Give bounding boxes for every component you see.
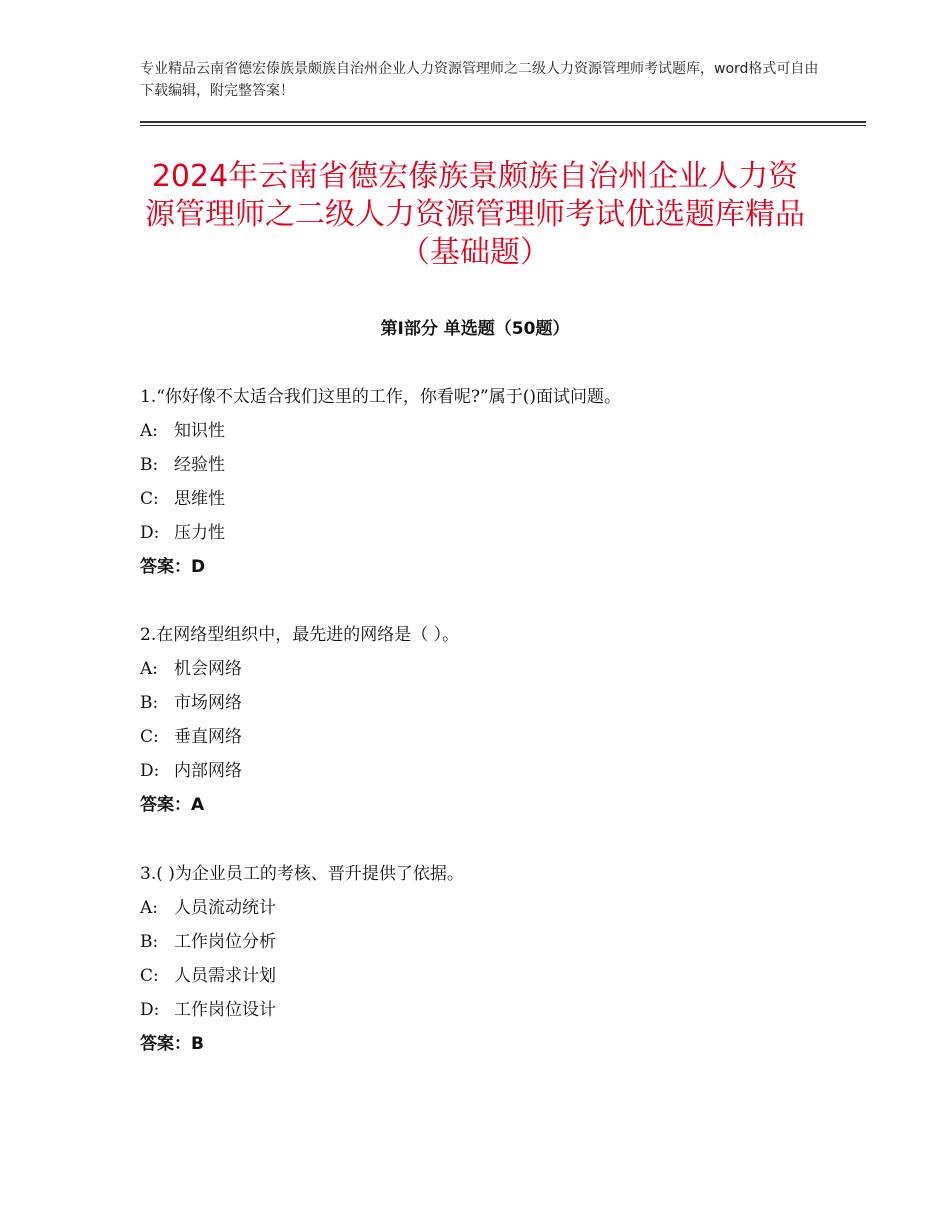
option-letter: D: <box>140 523 160 543</box>
option-text: 人员需求计划 <box>174 966 276 986</box>
answer-label: 答案：A <box>140 795 205 815</box>
option-letter: C: <box>140 489 159 509</box>
option-text: 经验性 <box>174 455 225 475</box>
question-stem: 3.( )为企业员工的考核、晋升提供了依据。 <box>140 864 464 884</box>
option-c <box>140 720 840 754</box>
option-c <box>140 482 840 516</box>
option-b <box>140 686 840 720</box>
option-b <box>140 925 840 959</box>
question-3 <box>140 857 840 1061</box>
option-letter: C: <box>140 966 159 986</box>
option-text: 垂直网络 <box>174 727 242 747</box>
option-text: 压力性 <box>174 523 225 543</box>
option-text: 工作岗位分析 <box>174 932 276 952</box>
option-text: 内部网络 <box>174 761 242 781</box>
option-letter: A: <box>140 898 159 918</box>
question-stem: 1.“你好像不太适合我们这里的工作，你看呢?”属于()面试问题。 <box>140 387 621 407</box>
option-d <box>140 754 840 788</box>
option-letter: D: <box>140 1000 160 1020</box>
option-text: 市场网络 <box>174 693 242 713</box>
option-d <box>140 516 840 550</box>
header-divider <box>140 121 866 127</box>
option-letter: B: <box>140 455 159 475</box>
document-title: 2024年云南省德宏傣族景颇族自治州企业人力资源管理师之二级人力资源管理师考试优选题库精品（基础题） <box>145 159 805 270</box>
option-letter: A: <box>140 421 159 441</box>
option-a <box>140 414 840 448</box>
question-stem: 2.在网络型组织中，最先进的网络是（ ）。 <box>140 625 460 645</box>
option-a <box>140 652 840 686</box>
header-divider-thick <box>140 121 866 123</box>
option-text: 工作岗位设计 <box>174 1000 276 1020</box>
option-text: 机会网络 <box>174 659 242 679</box>
option-b <box>140 448 840 482</box>
option-text: 人员流动统计 <box>174 898 276 918</box>
option-a <box>140 891 840 925</box>
answer-label: 答案：B <box>140 1034 204 1054</box>
question-2 <box>140 618 840 822</box>
answer-label: 答案：D <box>140 557 206 577</box>
option-letter: C: <box>140 727 159 747</box>
option-letter: B: <box>140 932 159 952</box>
option-c <box>140 959 840 993</box>
header-divider-thin <box>140 125 866 126</box>
option-letter: D: <box>140 761 160 781</box>
question-1 <box>140 380 840 584</box>
option-letter: A: <box>140 659 159 679</box>
section-title: 第Ⅰ部分 单选题（50题） <box>380 319 570 339</box>
option-d <box>140 993 840 1027</box>
option-text: 思维性 <box>174 489 225 509</box>
header-note: 专业精品云南省德宏傣族景颇族自治州企业人力资源管理师之二级人力资源管理师考试题库，word格式可自由下载编辑，附完整答案！ <box>140 61 819 99</box>
option-text: 知识性 <box>174 421 225 441</box>
option-letter: B: <box>140 693 159 713</box>
